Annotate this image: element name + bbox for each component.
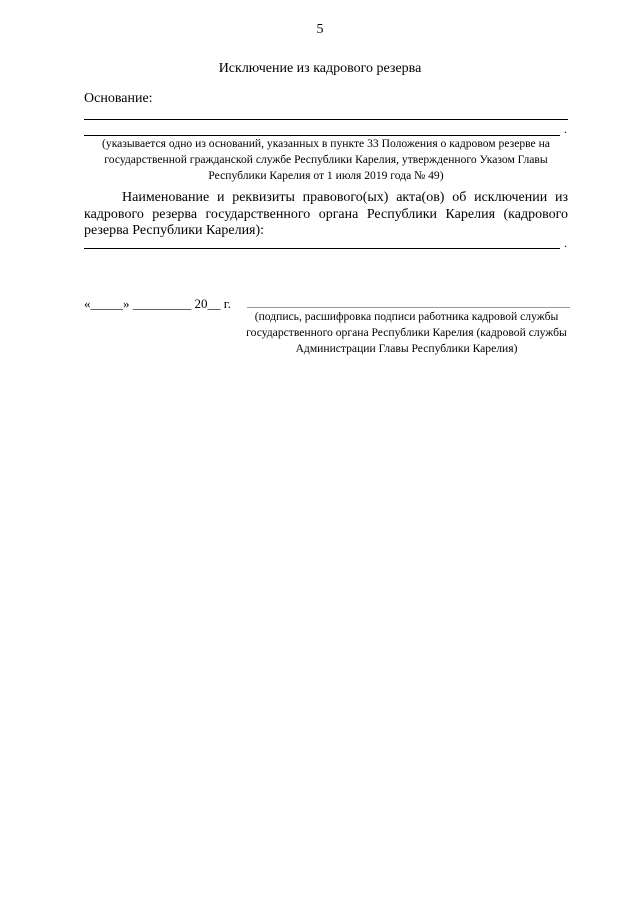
section-title: Исключение из кадрового резерва: [218, 61, 422, 76]
signature-note-line-2: государственного органа Республики Карелия (кадровой службы: [246, 326, 567, 339]
act-fill-line: [84, 248, 560, 249]
act-line-end-dot: .: [564, 236, 567, 250]
basis-note-line-3: Республики Карелия от 1 июля 2019 года № 49): [208, 169, 444, 182]
basis-note-line-1: (указывается одно из оснований, указанных в пункте 33 Положения о кадровом резерве на: [102, 137, 550, 150]
signature-note: [240, 309, 573, 357]
signature-note-line-1: (подпись, расшифровка подписи работника кадровой службы: [254, 310, 559, 323]
basis-note-line-2: государственной гражданской службе Республики Карелия, утвержденного Указом Главы: [104, 153, 548, 166]
date-field: «_____» _________ 20__ г.: [84, 296, 231, 311]
act-paragraph: Наименование и реквизиты правового(ых) акта(ов) об исключении из кадрового резерва государственного органа Республики Карелия (кадрового резерва Республики Карелия):: [84, 190, 568, 238]
page-number: 5: [316, 22, 324, 37]
basis-note: [84, 136, 568, 184]
basis-label: Основание:: [84, 91, 153, 106]
basis-line-end-dot: .: [564, 122, 567, 136]
signature-line: [247, 307, 570, 308]
basis-fill-line-1: [84, 119, 568, 120]
signature-note-line-3: Администрации Главы Республики Карелия): [295, 342, 518, 355]
